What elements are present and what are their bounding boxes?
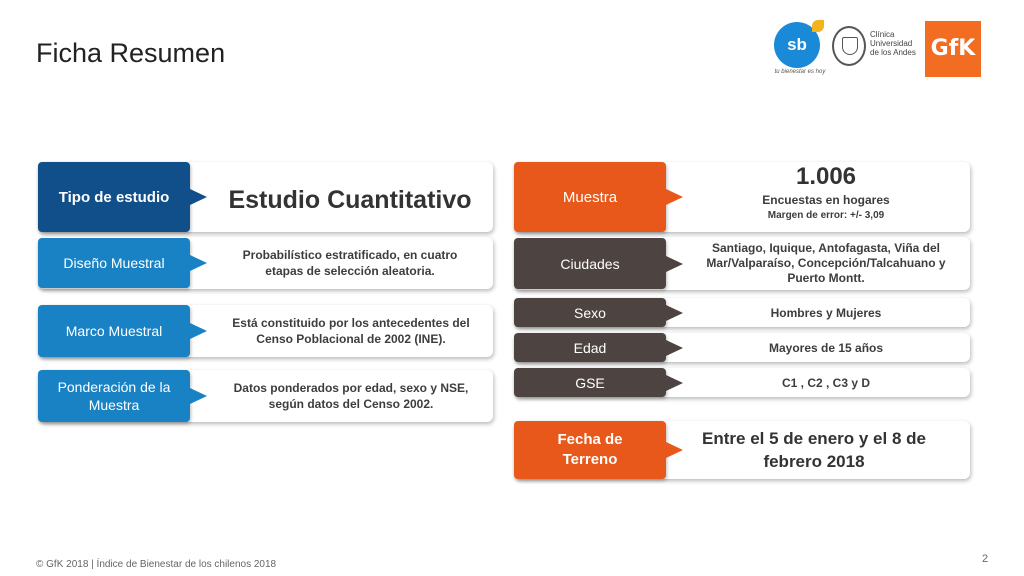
tipo-estudio-value [212,162,488,238]
gse-value-text: C1 , C2 , C3 y D [781,375,871,390]
diseno-muestral-value [222,237,478,289]
clinica-uandes-logo [830,24,925,72]
tipo-estudio-value-text: Estudio Cuantitativo [228,185,472,214]
marco-muestral-value [218,305,484,357]
university-seal-icon [832,26,866,66]
marco-muestral-value-text: Está constituido por los antecedentes del Censo Poblacional de 2002 (INE). [232,316,470,346]
sb-logo [770,20,830,78]
edad-label [514,333,666,362]
sb-logo-tagline: tu bienestar es hoy [774,69,826,75]
muestra-label [514,162,666,232]
ciudades-label [514,238,666,289]
sexo-label [514,298,666,327]
muestra-label-text: Muestra [562,188,618,206]
page-number: 2 [982,553,989,565]
fecha-terreno-value-text: Entre el 5 de enero y el 8 de febrero 2018 [702,429,926,471]
sexo-value [684,298,968,327]
diseno-muestral-label-text: Diseño Muestral [63,255,165,271]
page-title: Ficha Resumen [36,38,226,68]
edad-value [684,333,968,362]
fecha-terreno-value [698,421,930,479]
ciudades-value-text: Santiago, Iquique, Antofagasta, Viña del Mar/Valparaíso, Concepción/Talcahuano y Puerto Montt. [706,241,946,285]
marco-muestral-label-text: Marco Muestral [65,323,163,339]
marco-muestral-label [38,305,190,357]
sexo-value-text: Hombres y Mujeres [770,305,882,320]
tipo-estudio-label-text: Tipo de estudio [58,188,170,206]
edad-label-text: Edad [573,339,607,356]
gse-label-text: GSE [575,374,605,391]
muestra-value [684,157,968,229]
gse-value [684,368,968,397]
diseno-muestral-label [38,238,190,288]
footer-copyright: © GfK 2018 | Índice de Bienestar de los chilenos 2018 [36,559,277,570]
sb-logo-mark: sb [774,22,820,68]
leaf-icon [812,20,824,32]
muestra-number: 1.006 [795,163,857,190]
ponderacion-label-text: Ponderación de la Muestra [57,379,171,413]
gse-label [514,368,666,397]
ciudades-value [694,237,958,290]
ponderacion-value-text: Datos ponderados por edad, sexo y NSE, según datos del Censo 2002. [233,381,469,411]
tipo-estudio-label [38,162,190,232]
ciudades-label-text: Ciudades [560,255,620,272]
fecha-terreno-label-text: Fecha de Terreno [557,431,623,468]
ponderacion-value [218,370,484,422]
fecha-terreno-label [514,421,666,479]
ponderacion-label [38,370,190,422]
muestra-line2: Margen de error: +/- 3,09 [767,210,885,221]
clinica-uandes-logo-text: Clínica Universidad de los Andes [870,30,916,57]
muestra-line1: Encuestas en hogares [762,193,890,207]
gfk-logo: GfK [925,21,981,77]
diseno-muestral-value-text: Probabilístico estratificado, en cuatro etapas de selección aleatoria. [242,248,458,278]
sexo-label-text: Sexo [574,304,606,321]
edad-value-text: Mayores de 15 años [768,340,884,355]
